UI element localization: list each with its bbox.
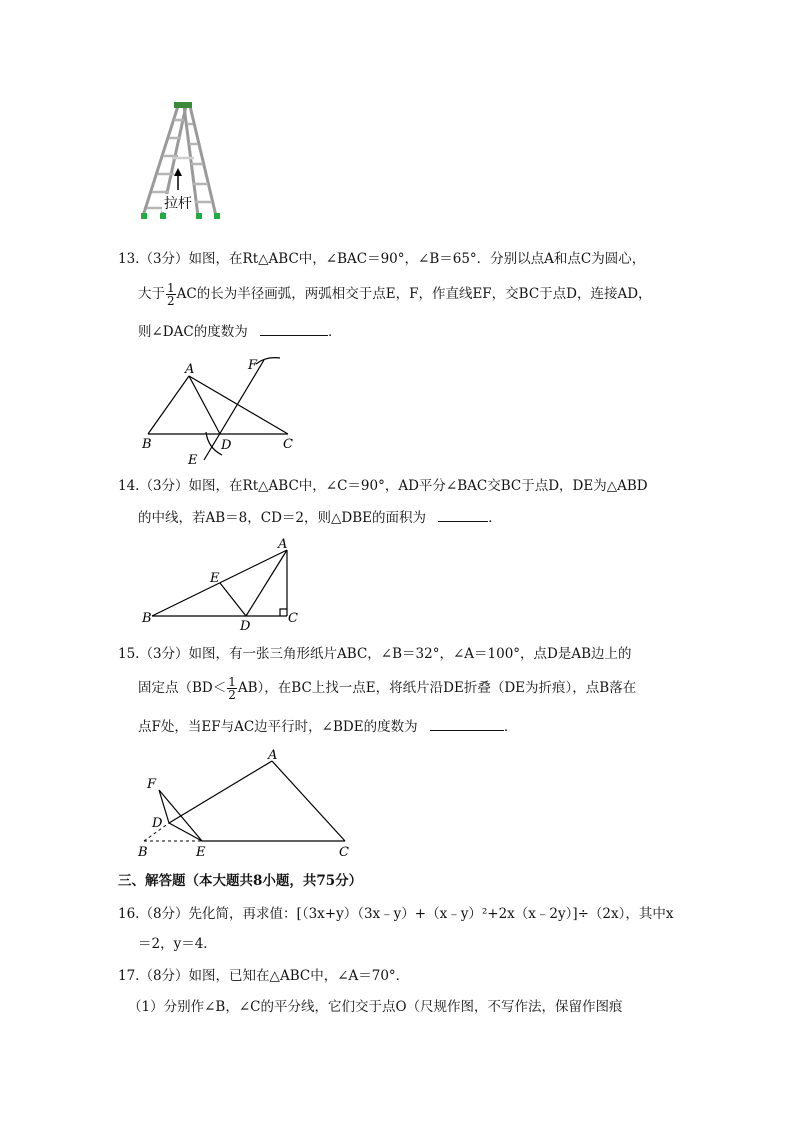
q17-line1: 17.（8分）如图，已知在△ABC中，∠A＝70°． [118,968,410,984]
q14-label-D: D [240,619,251,634]
q13-diagram [138,352,308,470]
q15-end: ． [503,719,518,735]
q15-line3-wrap [138,716,517,737]
q13-figure [138,352,308,470]
q15-line2: AB），在BC上找一点E，将纸片沿DE折叠（DE为折痕），点B落在 [237,680,637,696]
q13-label-F: F [248,358,258,373]
q14-line1: 14.（3分）如图，在Rt△ABC中，∠C＝90°，AD平分∠BAC交BC于点D，DE为△ABD [118,478,648,494]
q13-end: ． [328,324,342,340]
q15-line1: 15.（3分）如图，有一张三角形纸片ABC，∠B＝32°，∠A＝100°，点D是AB边上的 [118,646,632,662]
q15-line3: 点F处，当EF与AC边平行时，∠BDE的度数为 [138,719,418,735]
q14-diagram [138,536,308,634]
q13-answer-blank[interactable] [260,321,328,336]
q13-label-B: B [142,437,152,452]
q13-line-EF [204,360,264,460]
q15-frac-den: 2 [228,688,236,702]
q15-label-F: F [147,777,157,792]
q13-pre: 大于 [138,286,165,302]
q15-figure [134,746,364,860]
q15-seg-FE [159,790,202,841]
q13-line3: 则∠DAC的度数为 [138,324,248,340]
q16-line1: 16.（8分）先化简，再求值：[（3x+y）（3x﹣y）+（x﹣y）²+2x（x﹣2y）]÷（2x），其中x [118,906,674,922]
q14-seg-ED [220,583,246,616]
q13-line1: 13.（3分）如图，在Rt△ABC中，∠BAC＝90°，∠B＝65°．分别以点A和点C为圆心， [118,251,646,267]
q13-seg-BA [148,376,189,434]
q14-label-E: E [210,571,220,586]
ladder-figure [138,100,228,225]
q15-seg-CA [272,761,345,841]
q13-arc-F [256,358,280,364]
q16-line2: ＝2，y＝4． [138,936,217,952]
q14-answer-blank[interactable] [438,507,488,522]
q13-frac-den: 2 [167,294,175,308]
q15-label-E: E [196,845,206,860]
section3-title: 三、解答题（本大题共8小题，共75分） [118,873,363,889]
q13-label-C: C [283,437,293,452]
q15-diagram [134,746,364,860]
q15-label-C: C [339,845,349,860]
q15-line2-wrap [138,676,636,701]
q13-frac-num: 1 [167,281,175,295]
q15-seg-AD [169,761,272,823]
q14-right-angle [280,609,287,616]
ladder-label: 拉杆 [164,196,192,212]
q13-label-E: E [188,453,198,468]
q15-seg-DE [169,823,202,841]
ladder-image [138,100,228,225]
q14-label-C: C [288,611,298,626]
q14-figure [138,536,308,634]
q15-label-A: A [268,748,278,763]
q15-pre: 固定点（BD＜ [138,680,227,696]
q13-line2: AC的长为半径画弧，两弧相交于点E，F，作直线EF，交BC于点D，连接AD， [176,286,652,302]
q13-fraction [166,282,176,307]
q17-line2: （1）分别作∠B，∠C的平分线，它们交于点O（尺规作图，不写作法，保留作图痕 [128,999,623,1015]
q14-label-A: A [278,537,288,552]
q14-end: ． [488,510,502,526]
q15-label-B: B [138,845,148,860]
q13-label-A: A [185,362,195,377]
q15-frac-num: 1 [228,675,236,689]
q13-line3-wrap [138,321,342,342]
q13-line2-wrap [138,282,652,307]
q15-answer-blank[interactable] [430,716,504,731]
q14-line2-wrap [138,507,502,528]
q14-label-B: B [142,611,152,626]
q14-line2: 的中线，若AB＝8，CD＝2，则△DBE的面积为 [138,510,426,526]
q15-fraction [227,676,237,701]
q15-label-D: D [152,816,163,831]
q13-label-D: D [221,438,232,453]
